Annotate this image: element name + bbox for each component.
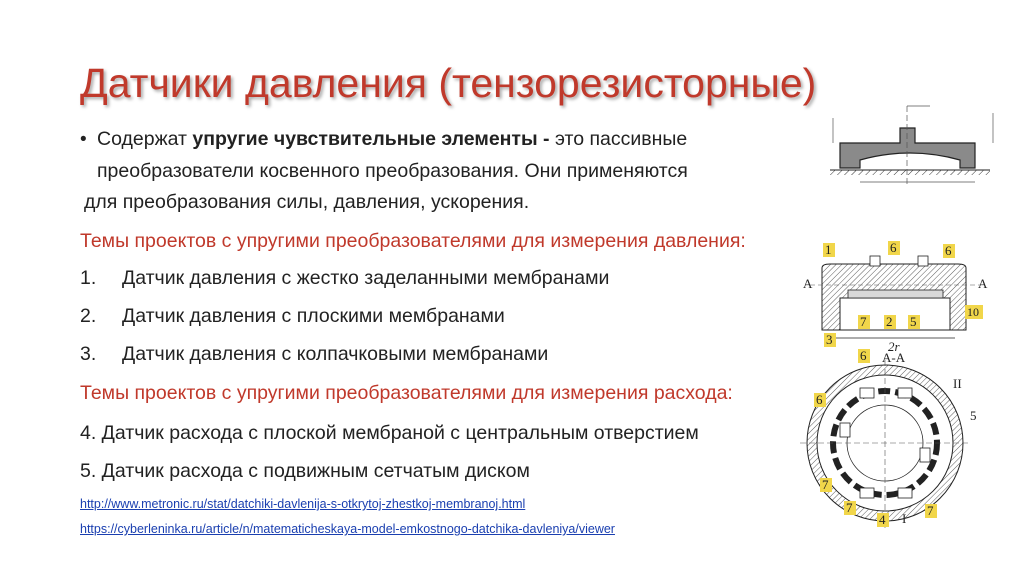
diagram-label: II — [953, 376, 962, 391]
intro-bold: упругие чувствительные элементы - — [192, 128, 550, 150]
diagram-label: 7 — [860, 314, 867, 329]
reference-link[interactable]: https://cyberleninka.ru/article/n/matematicheskaya-model-emkostnogo-datchika-davleniya/viewer — [80, 522, 615, 536]
slide-title: Датчики давления (тензорезисторные) — [80, 60, 817, 106]
flow-heading: Темы проектов с упругими преобразователями для измерения расхода: — [80, 382, 733, 404]
list-text: Датчик давления с колпачковыми мембранами — [122, 343, 549, 365]
diagram-label: A — [978, 276, 988, 291]
diagram-label: 10 — [967, 305, 979, 319]
list-item: 4. Датчик расхода с плоской мембраной с центральным отверстием — [80, 422, 699, 444]
pressure-heading: Темы проектов с упругими преобразователями для измерения давления: — [80, 230, 746, 252]
sensor-diagram — [800, 238, 1005, 533]
diagram-label: 6 — [945, 243, 952, 258]
diagram-label: 3 — [826, 332, 833, 347]
list-item — [80, 304, 505, 328]
diagram-label: A — [803, 276, 813, 291]
diagram-label: 7 — [927, 503, 934, 518]
list-text: Датчик давления с жестко заделанными мембранами — [122, 267, 610, 289]
list-text: Датчик давления с плоскими мембранами — [122, 305, 505, 327]
diagram-label: 6 — [816, 392, 823, 407]
intro-line-3: для преобразования силы, давления, ускорения. — [84, 191, 530, 213]
diagram-label: 6 — [890, 240, 897, 255]
diagram-label: 2r — [888, 339, 900, 354]
diagram-label: 2 — [886, 314, 893, 329]
diagram-label: 4 — [879, 512, 886, 527]
membrane-section-diagram — [815, 98, 1015, 193]
list-number: 2. — [80, 305, 97, 327]
list-number: 1. — [80, 267, 97, 289]
diagram-label: 5 — [910, 314, 917, 329]
diagram-label: 1 — [825, 242, 832, 257]
intro-line-2: преобразователи косвенного преобразования. Они применяются — [97, 160, 688, 182]
list-item — [80, 266, 609, 290]
reference-link[interactable]: http://www.metronic.ru/stat/datchiki-davlenija-s-otkrytoj-zhestkoj-membranoj.html — [80, 497, 526, 511]
diagram-label: 7 — [822, 477, 829, 492]
diagram-label: 7 — [846, 500, 853, 515]
diagram-label: А-А — [882, 350, 906, 365]
diagram-label: I — [902, 511, 907, 526]
list-item — [80, 342, 548, 366]
list-number: 3. — [80, 343, 97, 365]
intro-part-2: это пассивные — [549, 128, 688, 150]
list-item: 5. Датчик расхода с подвижным сетчатым диском — [80, 460, 530, 482]
diagram-label: 6 — [860, 348, 867, 363]
intro-line-1 — [97, 127, 687, 151]
intro-part-1: Содержат — [97, 128, 193, 150]
bullet-icon: • — [80, 129, 87, 150]
diagram-label: 5 — [970, 408, 977, 423]
